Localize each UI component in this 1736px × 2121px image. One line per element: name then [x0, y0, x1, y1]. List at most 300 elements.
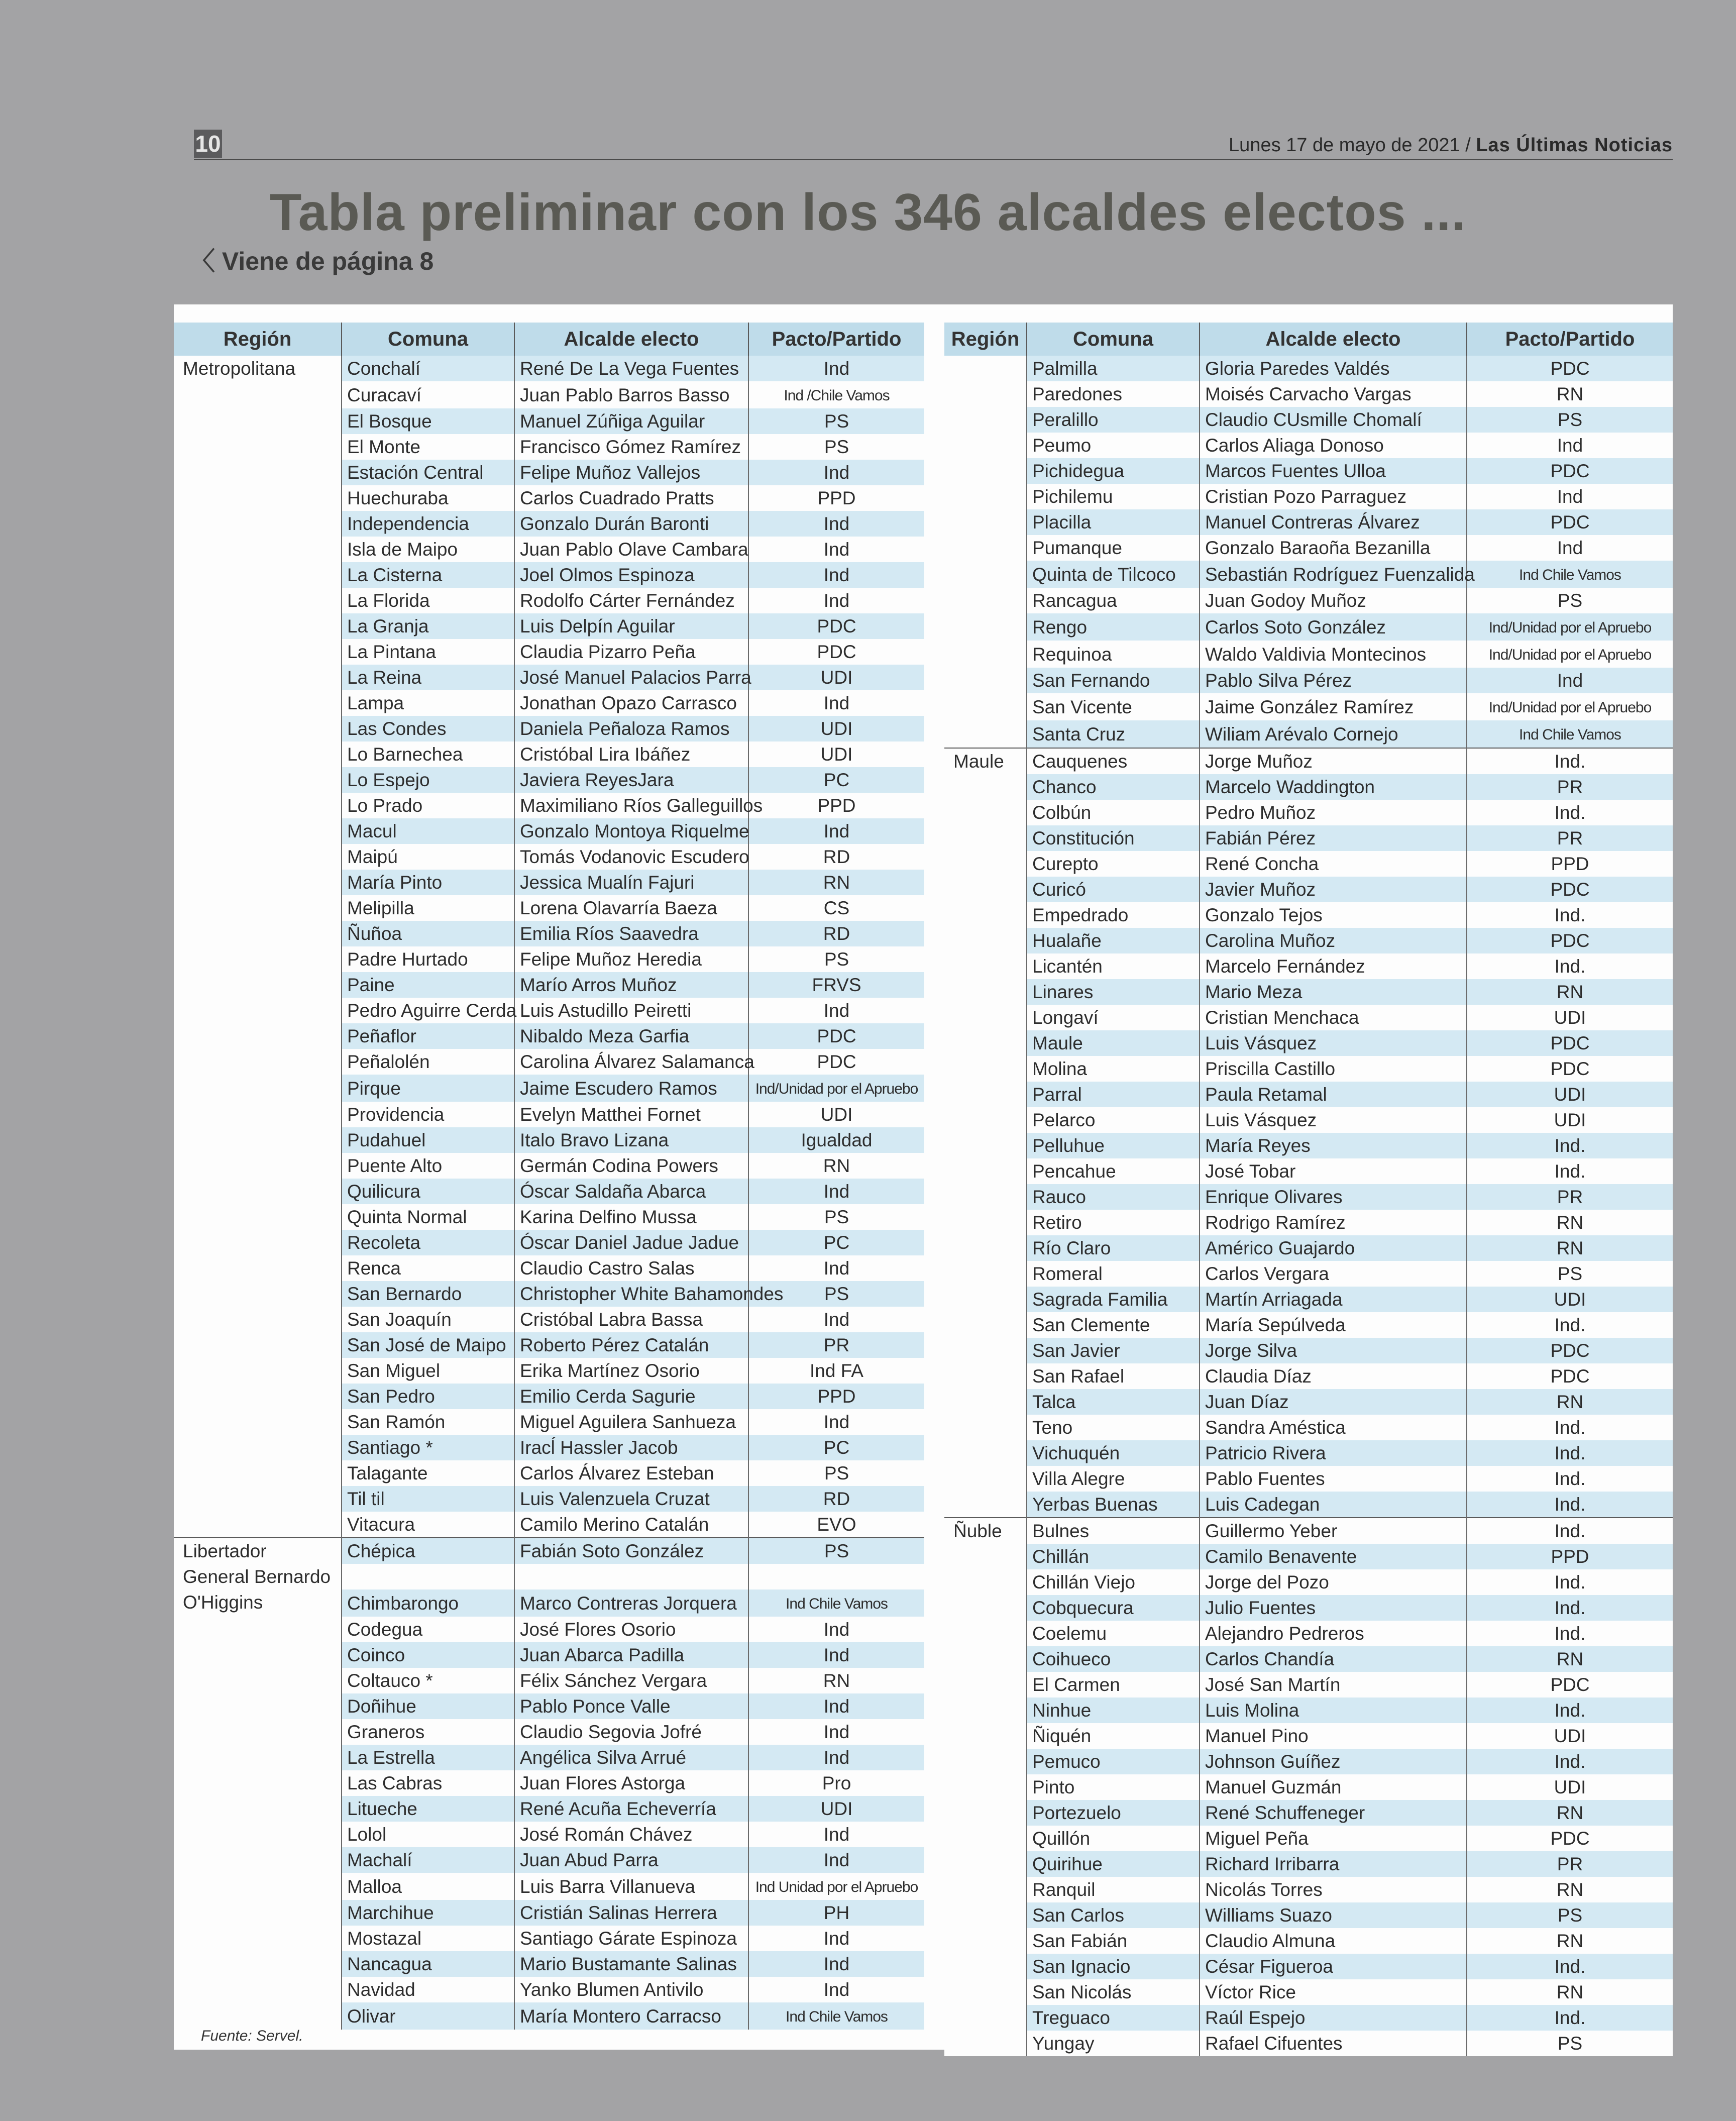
- comuna-text: San Rafael: [1032, 1366, 1125, 1387]
- pacto-cell: [748, 562, 924, 588]
- alcalde-cell: [1200, 1107, 1467, 1133]
- alcalde-cell: [1200, 1133, 1467, 1158]
- comuna-text: Vitacura: [347, 1514, 415, 1535]
- table-row: [944, 1544, 1673, 1569]
- alcalde-cell: [514, 1719, 748, 1745]
- alcalde-cell: [514, 1179, 748, 1204]
- table-row: [944, 1030, 1673, 1056]
- pacto-cell: [748, 434, 924, 460]
- pacto-text: Ind: [823, 1850, 850, 1870]
- pacto-cell: [748, 844, 924, 870]
- table-row: [944, 928, 1673, 953]
- comuna-text: Puente Alto: [347, 1155, 443, 1176]
- pacto-text: Ind: [823, 1824, 850, 1845]
- alcalde-cell: [1200, 1210, 1467, 1235]
- alcalde-cell: [1200, 800, 1467, 825]
- table-row: [944, 1184, 1673, 1210]
- comuna-cell: [1027, 1851, 1200, 1877]
- comuna-text: Talagante: [347, 1463, 428, 1483]
- alcalde-text: Martín Arriagada: [1205, 1289, 1343, 1310]
- pacto-cell: [1467, 1544, 1673, 1569]
- comuna-cell: [342, 895, 514, 921]
- comuna-cell: [1027, 1466, 1200, 1492]
- pacto-cell: [748, 1384, 924, 1409]
- comuna-text: Til til: [347, 1489, 385, 1509]
- pacto-text: Ind: [823, 590, 850, 611]
- alcalde-cell: [514, 818, 748, 844]
- comuna-cell: [342, 1977, 514, 2002]
- comuna-text: San Javier: [1032, 1340, 1120, 1361]
- alcalde-text: Gloria Paredes Valdés: [1205, 358, 1390, 379]
- alcalde-text: Luis Cadegan: [1205, 1494, 1320, 1515]
- pacto-text: PS: [824, 949, 849, 970]
- header-rule: [194, 159, 1673, 160]
- alcalde-cell: [514, 2002, 748, 2030]
- comuna-text: Curicó: [1032, 879, 1086, 900]
- pacto-cell: [1467, 1133, 1673, 1158]
- comuna-text: Coihueco: [1032, 1649, 1111, 1669]
- comuna-text: Las Condes: [347, 718, 447, 739]
- comuna-cell: [342, 793, 514, 818]
- pacto-cell: [748, 639, 924, 665]
- pacto-text: Ind.: [1554, 751, 1586, 772]
- comuna-cell: [1027, 509, 1200, 535]
- comuna-text: Placilla: [1032, 512, 1092, 533]
- pacto-cell: [748, 1023, 924, 1049]
- pacto-text: PS: [1557, 1263, 1583, 1284]
- header-region: Región: [174, 323, 342, 356]
- alcalde-cell: [514, 972, 748, 998]
- table-row: [944, 693, 1673, 720]
- alcalde-cell: [1200, 484, 1467, 509]
- alcalde-cell: [514, 511, 748, 537]
- table-row: [944, 1312, 1673, 1338]
- pacto-text: Ind /Chile Vamos: [784, 387, 890, 404]
- pacto-cell: [748, 1900, 924, 1926]
- pacto-text: PDC: [817, 1026, 856, 1046]
- pacto-cell: [1467, 641, 1673, 668]
- pacto-text: Ind.: [1554, 1417, 1586, 1438]
- comuna-cell: [342, 460, 514, 485]
- pacto-text: Ind: [823, 1181, 850, 1202]
- comuna-cell: [342, 1668, 514, 1693]
- comuna-cell: [342, 1847, 514, 1873]
- comuna-cell: [1027, 1877, 1200, 1902]
- table-row: [944, 1235, 1673, 1261]
- pacto-cell: [1467, 1107, 1673, 1133]
- alcalde-cell: [514, 1926, 748, 1951]
- pacto-text: Ind: [823, 539, 850, 560]
- alcalde-text: Karina Delfino Mussa: [520, 1207, 697, 1227]
- alcalde-text: Paula Retamal: [1205, 1084, 1327, 1105]
- pacto-text: Ind.: [1554, 1700, 1586, 1721]
- pacto-cell: [748, 1668, 924, 1693]
- pacto-cell: [748, 511, 924, 537]
- comuna-text: San Carlos: [1032, 1905, 1125, 1926]
- alcalde-cell: [1200, 1698, 1467, 1723]
- comuna-text: San Ignacio: [1032, 1956, 1131, 1977]
- pacto-cell: [1467, 433, 1673, 458]
- comuna-text: Constitución: [1032, 828, 1135, 849]
- pacto-cell: [748, 1873, 924, 1900]
- comuna-text: Codegua: [347, 1619, 423, 1640]
- pacto-cell: [748, 870, 924, 895]
- region-cell: Libertador General Bernardo O'Higgins: [174, 1538, 342, 2030]
- alcalde-text: Manuel Zúñiga Aguilar: [520, 411, 705, 432]
- alcalde-cell: [514, 1822, 748, 1847]
- alcalde-cell: [1200, 535, 1467, 561]
- comuna-text: Curacaví: [347, 384, 422, 405]
- pacto-cell: [748, 1127, 924, 1153]
- comuna-text: Ñiquén: [1032, 1726, 1092, 1746]
- comuna-text: Conchalí: [347, 358, 421, 379]
- comuna-cell: [342, 1435, 514, 1460]
- header-pacto: Pacto/Partido: [748, 323, 924, 356]
- comuna-text: Chimbarongo: [347, 1593, 459, 1614]
- alcalde-text: Patricio Rivera: [1205, 1443, 1326, 1463]
- comuna-text: Empedrado: [1032, 905, 1129, 925]
- alcalde-cell: [514, 921, 748, 946]
- alcalde-cell: [514, 1281, 784, 1307]
- alcalde-cell: [514, 1977, 748, 2002]
- comuna-cell: [342, 1564, 514, 1589]
- alcalde-text: Mario Bustamante Salinas: [520, 1954, 737, 1974]
- comuna-cell: [342, 1693, 514, 1719]
- alcalde-cell: [514, 1900, 748, 1926]
- table-row: [944, 1826, 1673, 1851]
- pacto-text: PS: [1557, 1905, 1583, 1926]
- table-row: [944, 774, 1673, 800]
- alcalde-cell: [1200, 1774, 1467, 1800]
- alcalde-cell: [514, 1796, 748, 1822]
- comuna-cell: [1027, 356, 1200, 381]
- pacto-text: Ind.: [1554, 1521, 1586, 1541]
- alcalde-text: Cristóbal Labra Bassa: [520, 1309, 703, 1330]
- alcalde-text: Marco Contreras Jorquera: [520, 1593, 737, 1614]
- alcalde-text: Fabián Pérez: [1205, 828, 1316, 849]
- alcalde-cell: [1200, 1389, 1467, 1415]
- comuna-cell: [1027, 1646, 1200, 1672]
- comuna-text: Portezuelo: [1032, 1802, 1121, 1823]
- alcalde-text: Luis Delpín Aguilar: [520, 616, 675, 637]
- pacto-text: PR: [1557, 777, 1583, 797]
- alcalde-text: Richard Irribarra: [1205, 1854, 1340, 1874]
- alcalde-cell: [1200, 1415, 1467, 1440]
- comuna-cell: [342, 972, 514, 998]
- pacto-cell: [748, 1951, 924, 1977]
- alcalde-text: Pablo Silva Pérez: [1205, 670, 1352, 691]
- comuna-cell: [1027, 1338, 1200, 1363]
- continued-from-link[interactable]: 〈 Viene de página 8: [190, 247, 434, 275]
- table-row: [944, 407, 1673, 433]
- alcalde-cell: [514, 1564, 748, 1589]
- alcalde-text: Francisco Gómez Ramírez: [520, 437, 741, 457]
- table-row: [944, 851, 1673, 877]
- pacto-text: Ind/Unidad por el Apruebo: [1488, 619, 1652, 636]
- comuna-cell: [1027, 774, 1200, 800]
- alcalde-text: Luis Barra Villanueva: [520, 1876, 695, 1897]
- comuna-cell: [342, 1409, 514, 1435]
- comuna-cell: [1027, 588, 1200, 613]
- pacto-cell: [1467, 877, 1673, 902]
- alcalde-text: Angélica Silva Arrué: [520, 1747, 687, 1768]
- comuna-text: Rengo: [1032, 616, 1088, 638]
- alcalde-cell: [1200, 2031, 1467, 2056]
- table-row: [944, 1749, 1673, 1774]
- pacto-cell: [1467, 1005, 1673, 1030]
- table-row: [944, 720, 1673, 748]
- pacto-cell: [1467, 588, 1673, 613]
- comuna-cell: [1027, 668, 1200, 693]
- pacto-text: Ind: [823, 1722, 850, 1742]
- alcalde-cell: [514, 1255, 748, 1281]
- comuna-cell: [1027, 1749, 1200, 1774]
- comuna-cell: [342, 1642, 514, 1668]
- pacto-cell: [748, 1179, 924, 1204]
- pacto-text: Ind Unidad por el Apruebo: [755, 1879, 918, 1895]
- pacto-cell: [1467, 1287, 1673, 1312]
- pacto-cell: [1467, 1056, 1673, 1082]
- comuna-text: Rauco: [1032, 1187, 1086, 1207]
- alcalde-cell: [1200, 458, 1467, 484]
- table-header-row: [944, 323, 1673, 356]
- pacto-text: Ind Chile Vamos: [786, 2008, 888, 2025]
- comuna-text: La Cisterna: [347, 565, 443, 585]
- comuna-cell: [1027, 1415, 1200, 1440]
- comuna-text: Olivar: [347, 2005, 396, 2027]
- alcalde-cell: [514, 381, 748, 408]
- alcalde-cell: [1200, 1826, 1467, 1851]
- comuna-text: Teno: [1032, 1417, 1073, 1438]
- comuna-cell: [342, 588, 514, 613]
- comuna-text: Peralillo: [1032, 409, 1099, 430]
- comuna-cell: [1027, 1210, 1200, 1235]
- table-row: [944, 1338, 1673, 1363]
- pacto-cell: [1467, 2005, 1673, 2031]
- pacto-text: Ind.: [1554, 2007, 1586, 2028]
- pacto-text: Ind.: [1554, 1956, 1586, 1977]
- pacto-text: UDI: [1554, 1084, 1586, 1105]
- pacto-cell: [748, 665, 924, 690]
- table-row: [944, 953, 1673, 979]
- comuna-cell: [342, 1873, 514, 1900]
- comuna-cell: [342, 1023, 514, 1049]
- pacto-text: PDC: [817, 1051, 856, 1072]
- comuna-cell: [342, 1281, 514, 1307]
- comuna-text: Lo Prado: [347, 795, 423, 816]
- comuna-text: Graneros: [347, 1722, 425, 1742]
- comuna-text: Padre Hurtado: [347, 949, 468, 970]
- alcalde-cell: [514, 1512, 748, 1538]
- alcalde-text: Johnson Guíñez: [1205, 1751, 1341, 1772]
- alcalde-text: María Montero Carracso: [520, 2005, 721, 2027]
- alcalde-text: Roberto Pérez Catalán: [520, 1335, 709, 1355]
- comuna-text: Pichidegua: [1032, 461, 1125, 481]
- alcalde-text: Cristián Salinas Herrera: [520, 1902, 717, 1923]
- pacto-cell: [748, 1538, 924, 1564]
- pacto-cell: [1467, 1030, 1673, 1056]
- pacto-text: RN: [823, 1670, 850, 1691]
- comuna-cell: [342, 1179, 514, 1204]
- comuna-text: San Nicolás: [1032, 1982, 1132, 2002]
- alcalde-cell: [1200, 1312, 1467, 1338]
- pacto-cell: [1467, 613, 1673, 641]
- pacto-text: PPD: [1551, 1546, 1589, 1567]
- pacto-text: RN: [1556, 1238, 1584, 1258]
- comuna-cell: [342, 870, 514, 895]
- pacto-text: RN: [823, 872, 850, 893]
- alcalde-text: Priscilla Castillo: [1205, 1058, 1336, 1079]
- pacto-cell: [748, 767, 924, 793]
- comuna-text: Cobquecura: [1032, 1598, 1134, 1618]
- alcalde-text: Erika Martínez Osorio: [520, 1360, 700, 1381]
- pacto-cell: [748, 1564, 924, 1589]
- pacto-cell: [748, 1977, 924, 2002]
- comuna-text: Recoleta: [347, 1232, 421, 1253]
- pacto-cell: [1467, 484, 1673, 509]
- alcalde-text: Carlos Cuadrado Pratts: [520, 488, 714, 508]
- alcalde-cell: [1200, 979, 1467, 1005]
- alcalde-cell: [1200, 1595, 1467, 1621]
- alcalde-cell: [514, 1745, 748, 1770]
- alcalde-cell: [514, 998, 748, 1023]
- alcalde-cell: [1200, 1569, 1467, 1595]
- comuna-text: Yungay: [1032, 2033, 1095, 2054]
- pacto-cell: [748, 1460, 924, 1486]
- alcalde-cell: [1200, 668, 1467, 693]
- pacto-text: Ind.: [1554, 905, 1586, 925]
- pacto-cell: [748, 381, 924, 408]
- alcalde-text: Claudia Díaz: [1205, 1366, 1312, 1387]
- pacto-text: UDI: [820, 744, 853, 765]
- comuna-cell: [342, 1538, 514, 1564]
- alcalde-cell: [514, 716, 748, 741]
- table-row: [944, 1595, 1673, 1621]
- alcalde-cell: [514, 1384, 748, 1409]
- comuna-cell: [1027, 561, 1200, 588]
- pacto-cell: [1467, 1698, 1673, 1723]
- alcalde-cell: [1200, 1672, 1467, 1698]
- comuna-cell: [342, 1153, 514, 1179]
- pacto-text: RN: [1556, 1802, 1584, 1823]
- pacto-text: UDI: [1554, 1777, 1586, 1797]
- pacto-cell: [1467, 1492, 1673, 1518]
- pacto-text: Ind.: [1554, 1468, 1586, 1489]
- comuna-cell: [1027, 2005, 1200, 2031]
- alcalde-text: Juan Pablo Barros Basso: [520, 384, 730, 405]
- alcalde-cell: [1200, 588, 1467, 613]
- table-row: [174, 1538, 924, 1564]
- alcalde-text: Lorena Olavarría Baeza: [520, 898, 717, 918]
- alcalde-cell: [1200, 1928, 1467, 1954]
- comuna-cell: [342, 1951, 514, 1977]
- comuna-text: Renca: [347, 1258, 401, 1279]
- comuna-text: Chillán: [1032, 1546, 1090, 1567]
- alcalde-cell: [1200, 433, 1467, 458]
- alcalde-text: Camilo Benavente: [1205, 1546, 1357, 1567]
- pacto-cell: [748, 818, 924, 844]
- comuna-cell: [1027, 928, 1200, 953]
- alcalde-text: Américo Guajardo: [1205, 1238, 1355, 1258]
- pacto-cell: [1467, 1774, 1673, 1800]
- comuna-text: San Bernardo: [347, 1284, 462, 1304]
- comuna-cell: [1027, 613, 1200, 641]
- pacto-text: PS: [824, 1284, 849, 1304]
- pacto-cell: [1467, 1723, 1673, 1749]
- alcalde-cell: [514, 1693, 748, 1719]
- alcalde-text: René Schuffeneger: [1205, 1802, 1365, 1823]
- comuna-text: Isla de Maipo: [347, 539, 458, 560]
- comuna-cell: [1027, 1312, 1200, 1338]
- pacto-cell: [1467, 1363, 1673, 1389]
- table-row: [944, 484, 1673, 509]
- pacto-text: PS: [1557, 409, 1583, 430]
- alcalde-cell: [1200, 1621, 1467, 1646]
- comuna-cell: [1027, 1056, 1200, 1082]
- alcalde-text: Javier Muñoz: [1205, 879, 1316, 900]
- comuna-cell: [342, 1719, 514, 1745]
- pacto-text: RN: [1556, 1982, 1584, 2002]
- pacto-cell: [1467, 1466, 1673, 1492]
- alcalde-cell: [1200, 1749, 1467, 1774]
- comuna-cell: [342, 639, 514, 665]
- table-row: [944, 1082, 1673, 1107]
- alcalde-cell: [514, 1435, 748, 1460]
- pacto-cell: [1467, 1851, 1673, 1877]
- alcalde-text: Raúl Espejo: [1205, 2007, 1306, 2028]
- comuna-cell: [342, 1204, 514, 1230]
- comuna-text: El Monte: [347, 437, 421, 457]
- alcalde-text: José Tobar: [1205, 1161, 1296, 1182]
- comuna-cell: [342, 537, 514, 562]
- table-row: [944, 458, 1673, 484]
- alcalde-cell: [1200, 613, 1467, 641]
- table-row: [944, 1646, 1673, 1672]
- table-row: [944, 1056, 1673, 1082]
- alcalde-text: Víctor Rice: [1205, 1982, 1296, 2002]
- comuna-cell: [342, 690, 514, 716]
- alcalde-cell: [1200, 1851, 1467, 1877]
- comuna-text: San Pedro: [347, 1386, 435, 1407]
- pacto-text: Ind: [823, 1412, 850, 1432]
- alcalde-cell: [514, 1023, 748, 1049]
- table-row: [944, 668, 1673, 693]
- alcalde-text: Sebastián Rodríguez Fuenzalida: [1205, 564, 1475, 585]
- pacto-text: UDI: [820, 1104, 853, 1125]
- pacto-cell: [748, 1926, 924, 1951]
- pacto-text: UDI: [820, 718, 853, 739]
- pacto-cell: [748, 1230, 924, 1255]
- pacto-text: PR: [1557, 1187, 1583, 1207]
- pacto-text: Pro: [822, 1773, 851, 1793]
- comuna-cell: [1027, 458, 1200, 484]
- alcalde-text: Maximiliano Ríos Galleguillos: [520, 795, 763, 816]
- comuna-cell: [1027, 1774, 1200, 1800]
- alcalde-cell: [514, 1409, 748, 1435]
- alcalde-cell: [514, 1204, 748, 1230]
- alcalde-text: Óscar Saldaña Abarca: [520, 1181, 706, 1202]
- comuna-cell: [1027, 1440, 1200, 1466]
- alcalde-cell: [1200, 1158, 1467, 1184]
- pacto-text: EVO: [817, 1514, 856, 1535]
- table-row: [944, 825, 1673, 851]
- pacto-cell: [1467, 1826, 1673, 1851]
- pacto-cell: [1467, 979, 1673, 1005]
- alcalde-cell: [1200, 720, 1467, 748]
- alcalde-text: Cristian Pozo Parraguez: [1205, 486, 1407, 507]
- pacto-text: Ind.: [1554, 1623, 1586, 1644]
- comuna-text: Santa Cruz: [1032, 723, 1126, 745]
